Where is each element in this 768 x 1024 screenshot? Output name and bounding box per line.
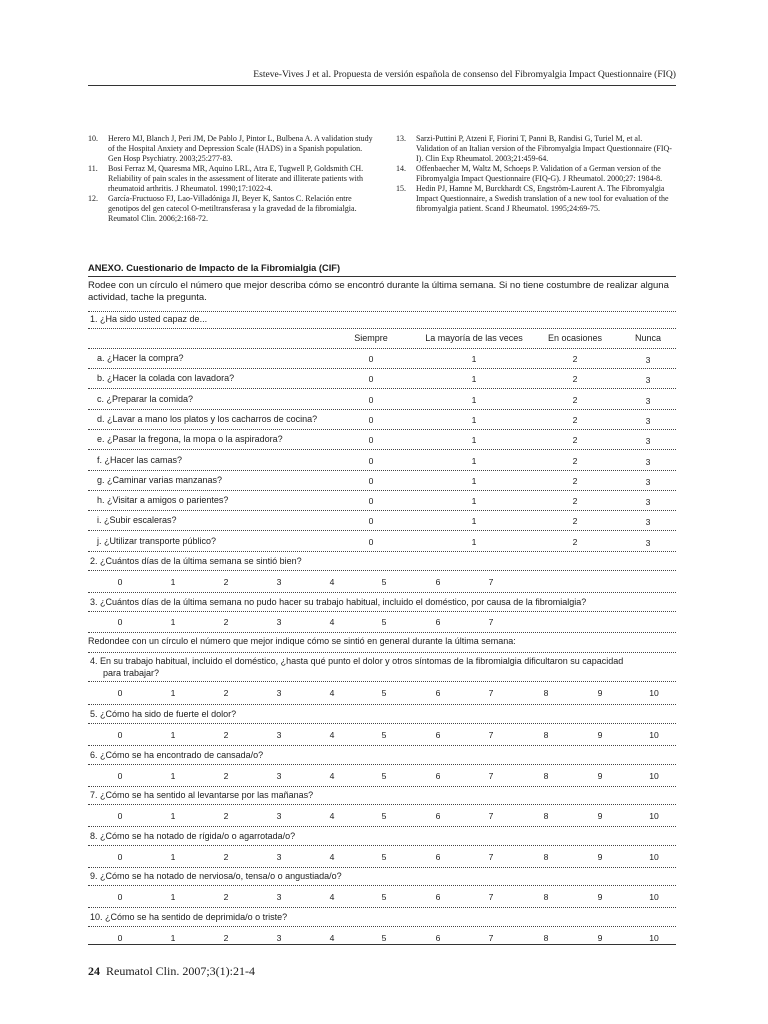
dotted-rule [88,470,676,471]
scale-option[interactable]: 1 [471,496,477,507]
scale-option[interactable]: 8 [543,892,549,903]
scale-option[interactable]: 3 [276,892,282,903]
scale-option[interactable]: 6 [435,730,441,740]
dotted-rule [88,328,676,329]
dotted-rule [88,530,676,531]
question-7: 7. ¿Cómo se ha sentido al levantarse por las mañanas? [90,790,314,801]
scale-option[interactable]: 0 [117,577,123,587]
column-header: Nunca [634,333,661,343]
scale-option[interactable]: 7 [488,811,494,822]
references-left-column [88,134,376,224]
dotted-rule [88,926,676,927]
scale-option[interactable]: 3 [645,497,651,508]
reference-item [396,134,676,164]
reference-item [396,164,676,184]
scale-option[interactable]: 10 [649,892,659,903]
scale-option[interactable]: 1 [170,851,176,862]
scale-option[interactable]: 1 [170,892,176,903]
scale-option[interactable]: 3 [276,933,282,943]
dotted-rule [88,490,676,491]
question-1-item: f. ¿Hacer las camas? [97,454,183,465]
dotted-rule [88,804,676,805]
question-10: 10. ¿Cómo se ha sentido de deprimida/o o triste? [90,912,288,922]
scale-option[interactable]: 2 [572,414,578,425]
scale-option[interactable]: 0 [368,354,374,364]
dotted-rule [88,723,676,724]
dotted-rule [88,311,676,312]
scale-option[interactable]: 3 [645,355,651,365]
reference-item [88,164,376,194]
scale-option[interactable]: 3 [645,436,651,447]
question-1-title: 1. ¿Ha sido usted capaz de... [90,314,208,324]
scale-option[interactable]: 2 [223,933,229,943]
dotted-rule [88,368,676,369]
question-4: 4. En su trabajo habitual, incluido el doméstico, ¿hasta qué punto el dolor y otros síntomas de la fibromialgia dificultaron su capacidad [90,656,624,666]
reference-number: 13. [396,134,406,143]
scale-option[interactable]: 1 [471,536,477,547]
dotted-rule [88,429,676,430]
dotted-rule [88,681,676,682]
scale-option[interactable]: 7 [488,730,494,740]
scale-option[interactable]: 1 [170,811,176,822]
scale-option[interactable]: 5 [381,617,387,627]
scale-option[interactable]: 2 [572,475,578,486]
dotted-rule [88,786,676,787]
questionnaire-instructions: Rodee con un círculo el número que mejor describa cómo se encontró durante la última semana. Si no tiene costumbre de realizar alguna actividad, tache la pregunta. [88,280,669,303]
scale-option[interactable]: 0 [117,688,123,698]
scale-option[interactable]: 4 [329,617,335,627]
scale-option[interactable]: 0 [117,892,123,903]
scale-option[interactable]: 2 [223,688,229,698]
reference-text: García-Fructuoso FJ, Lao-Villadóniga JI, Beyer K, Santos C. Relación entre genotipos del gen catecol O-metiltransferasa y la gravedad de la fibromialgia. Reumatol Clin. 2006;2:168-72. [108,194,357,223]
column-header: La mayoría de las veces [425,333,523,343]
scale-option[interactable]: 6 [435,892,441,903]
scale-option[interactable]: 7 [488,688,494,698]
scale-option[interactable]: 3 [276,851,282,862]
scale-option[interactable]: 7 [488,933,494,943]
scale-option[interactable]: 6 [435,617,441,627]
scale-option[interactable]: 1 [471,414,477,425]
dotted-rule [88,907,676,908]
question-3: 3. ¿Cuántos días de la última semana no pudo hacer su trabajo habitual, incluido el doméstico, por causa de la fibromialgia? [90,597,587,607]
scale-option[interactable]: 5 [381,770,387,781]
scale-option[interactable]: 1 [471,455,477,466]
scale-option[interactable]: 0 [368,496,374,507]
scale-option[interactable]: 5 [381,688,387,698]
scale-option[interactable]: 9 [597,730,603,740]
reference-text: Herero MJ, Blanch J, Peri JM, De Pablo J, Pintor L, Bulbena A. A validation study of the Hospital Anxiety and Depression Scale (HADS) in a Spanish population. Gen Hosp Psychiatry. 2003;25:277-83. [108,134,373,163]
scale-option[interactable]: 4 [329,811,335,822]
question-1-item: e. ¿Pasar la fregona, la mopa o la aspiradora? [97,434,283,445]
scale-option[interactable]: 7 [488,770,494,781]
scale-option[interactable]: 3 [645,415,651,426]
scale-option[interactable]: 1 [471,475,477,486]
scale-option[interactable]: 0 [117,811,123,822]
scale-option[interactable]: 2 [572,435,578,446]
dotted-rule [88,551,676,552]
scale-option[interactable]: 0 [368,516,374,527]
column-header: En ocasiones [547,333,603,343]
scale-option[interactable]: 10 [649,730,659,740]
scale-option[interactable]: 3 [645,517,651,528]
scale-option[interactable]: 5 [381,851,387,862]
reference-number: 15. [396,184,406,193]
scale-option[interactable]: 9 [597,851,603,862]
scale-option[interactable]: 8 [543,688,549,698]
scale-option[interactable]: 1 [471,435,477,446]
scale-option[interactable]: 3 [276,617,282,627]
question-5: 5. ¿Cómo ha sido de fuerte el dolor? [90,709,237,719]
scale-option[interactable]: 2 [223,577,229,587]
scale-option[interactable]: 1 [471,516,477,527]
scale-option[interactable]: 4 [329,577,335,587]
question-8: 8. ¿Cómo se ha notado de rígida/o o agarrotada/o? [90,830,296,841]
question-1-item: b. ¿Hacer la colada con lavadora? [97,373,235,384]
reference-text: Sarzi-Puttini P, Atzeni F, Fiorini T, Panni B, Randisi G, Turiel M, et al. Validation of an Italian version of the Fibromyalgia Impact Questionnaire (FIQ-I). Clin Exp Rheumatol. 2003;21:459-64. [416,134,672,163]
scale-option[interactable]: 9 [597,811,603,822]
scale-option[interactable]: 1 [170,933,176,943]
scale-option[interactable]: 6 [435,851,441,862]
scale-option[interactable]: 3 [645,395,651,406]
question-9: 9. ¿Cómo se ha notado de nerviosa/o, tensa/o o angustiada/o? [90,871,342,882]
dotted-rule [88,409,676,410]
scale-option[interactable]: 2 [223,617,229,627]
scale-option[interactable]: 2 [223,811,229,822]
scale-option[interactable]: 1 [170,617,176,627]
dotted-rule [88,632,676,633]
scale-option[interactable]: 6 [435,933,441,943]
scale-option[interactable]: 3 [276,730,282,740]
question-1-item: i. ¿Subir escaleras? [97,515,177,526]
scale-option[interactable]: 2 [572,374,578,385]
reference-number: 10. [88,134,98,143]
scale-option[interactable]: 3 [276,577,282,587]
scale-option[interactable]: 5 [381,577,387,587]
scale-option[interactable]: 0 [117,617,123,627]
scale-option[interactable]: 3 [276,688,282,698]
scale-option[interactable]: 0 [117,933,123,943]
scale-option[interactable]: 7 [488,892,494,903]
scale-option[interactable]: 10 [649,688,659,698]
question-2: 2. ¿Cuántos días de la última semana se sintió bien? [90,556,302,566]
header-rule [88,85,676,86]
question-1-item: g. ¿Caminar varias manzanas? [97,474,223,485]
scale-option[interactable]: 2 [572,455,578,466]
reference-item [88,134,376,164]
scale-option[interactable]: 0 [117,730,123,740]
question-4-continued: para trabajar? [103,668,160,678]
reference-item [88,194,376,224]
page-number: 24 [88,964,100,978]
scale-option[interactable]: 8 [543,851,549,862]
reference-text: Bosi Ferraz M, Quaresma MR, Aquino LRL, Atra E, Tugwell P, Goldsmith CH. Reliability of pain scales in the assessment of literate and illiterate patients with rheumatoid arthritis. J Rheumatol. 1990;17:1022-4. [108,164,364,193]
scale-option[interactable]: 6 [435,577,441,587]
dotted-rule [88,826,676,827]
dotted-rule [88,867,676,868]
scale-option[interactable]: 1 [170,577,176,587]
scale-option[interactable]: 9 [597,688,603,698]
scale-option[interactable]: 3 [645,375,651,386]
scale-option[interactable]: 0 [368,536,374,547]
scale-option[interactable]: 8 [543,933,549,943]
scale-option[interactable]: 4 [329,730,335,740]
dotted-rule [88,510,676,511]
scale-option[interactable]: 4 [329,933,335,943]
scale-option[interactable]: 10 [649,933,659,943]
scale-option[interactable]: 9 [597,892,603,903]
scale-option[interactable]: 2 [223,730,229,740]
dotted-rule [88,764,676,765]
scale-option[interactable]: 2 [223,770,229,781]
question-1-item: a. ¿Hacer la compra? [97,353,184,363]
dotted-rule [88,449,676,450]
reference-number: 12. [88,194,98,203]
scale-option[interactable]: 2 [572,394,578,405]
dotted-rule [88,570,676,571]
dotted-rule [88,704,676,705]
scale-option[interactable]: 1 [170,688,176,698]
reference-number: 14. [396,164,406,173]
column-header: Siempre [354,333,388,343]
question-1-item: d. ¿Lavar a mano los platos y los cacharros de cocina? [97,413,318,424]
scale-option[interactable]: 2 [223,892,229,903]
scale-option[interactable]: 6 [435,811,441,822]
scale-option[interactable]: 8 [543,730,549,740]
reference-number: 11. [88,164,98,173]
scale-option[interactable]: 1 [170,730,176,740]
dotted-rule [88,885,676,886]
scale-option[interactable]: 6 [435,770,441,781]
scale-option[interactable]: 5 [381,811,387,822]
annex-rule [88,276,676,277]
scale-option[interactable]: 2 [572,536,578,547]
scale-option[interactable]: 5 [381,892,387,903]
scale-option[interactable]: 0 [368,475,374,486]
scale-option[interactable]: 0 [368,414,374,425]
scale-option[interactable]: 4 [329,688,335,698]
scale-option[interactable]: 8 [543,811,549,822]
scale-option[interactable]: 2 [572,496,578,507]
instructions-general: Redondee con un círculo el número que mejor indique cómo se sintió en general durante la última semana: [88,636,516,646]
question-1-item: j. ¿Utilizar transporte público? [97,535,217,546]
scale-option[interactable]: 1 [471,394,477,405]
dotted-rule [88,388,676,389]
scale-option[interactable]: 1 [471,354,477,364]
question-1-item: c. ¿Preparar la comida? [97,393,194,404]
scale-option[interactable]: 4 [329,770,335,781]
dotted-rule [88,652,676,653]
page-footer [88,964,255,979]
scale-option[interactable]: 4 [329,892,335,903]
scale-option[interactable]: 3 [276,811,282,822]
scale-option[interactable]: 1 [471,374,477,385]
scale-option[interactable]: 10 [649,770,659,781]
question-1-item: h. ¿Visitar a amigos o parientes? [97,495,229,506]
scale-option[interactable]: 10 [649,851,659,862]
scale-option[interactable]: 10 [649,811,659,822]
scale-option[interactable]: 1 [170,770,176,781]
scale-option[interactable]: 3 [276,770,282,781]
reference-item [396,184,676,214]
reference-text: Hedin PJ, Hamne M, Burckhardt CS, Engström-Laurent A. The Fibromyalgia Impact Questionnaire, a Swedish translation of a new tool for evaluation of the fibromyalgia patient. Scand J Rheumatol. 1995;24:69-75. [416,184,669,213]
journal-citation: Reumatol Clin. 2007;3(1):21-4 [106,964,255,978]
dotted-rule [88,611,676,612]
reference-text: Offenbaecher M, Waltz M, Schoeps P. Validation of a German version of the Fibromyalgia Impact Questionnaire (FIQ-G). J Rheumatol. 2000;27: 1984-8. [416,164,663,183]
dotted-rule [88,592,676,593]
scale-option[interactable]: 0 [117,851,123,862]
dotted-rule [88,845,676,846]
scale-option[interactable]: 7 [488,851,494,862]
scale-option[interactable]: 7 [488,577,494,587]
running-head: Esteve-Vives J et al. Propuesta de versión española de consenso del Fibromyalgia Impact Questionnaire (FIQ) [253,69,676,80]
references-right-column [396,134,676,214]
scale-option[interactable]: 2 [572,354,578,364]
scale-option[interactable]: 5 [381,730,387,740]
dotted-rule [88,745,676,746]
scale-option[interactable]: 9 [597,770,603,781]
scale-option[interactable]: 0 [368,394,374,405]
scale-option[interactable]: 0 [368,374,374,385]
scale-option[interactable]: 3 [645,537,651,548]
scale-option[interactable]: 5 [381,933,387,943]
scale-option[interactable]: 2 [572,516,578,527]
scale-option[interactable]: 4 [329,851,335,862]
dotted-rule [88,348,676,349]
scale-option[interactable]: 0 [368,435,374,446]
scale-option[interactable]: 9 [597,933,603,943]
scale-option[interactable]: 3 [645,456,651,467]
scale-option[interactable]: 8 [543,770,549,781]
scale-option[interactable]: 0 [368,455,374,466]
question-6: 6. ¿Cómo se ha encontrado de cansada/o? [90,749,264,760]
bottom-rule [88,944,676,945]
scale-option[interactable]: 7 [488,617,494,627]
scale-option[interactable]: 3 [645,476,651,487]
scale-option[interactable]: 6 [435,688,441,698]
scale-option[interactable]: 2 [223,851,229,862]
scale-option[interactable]: 0 [117,770,123,781]
annex-title: ANEXO. Cuestionario de Impacto de la Fibromialgia (CIF) [88,263,341,273]
